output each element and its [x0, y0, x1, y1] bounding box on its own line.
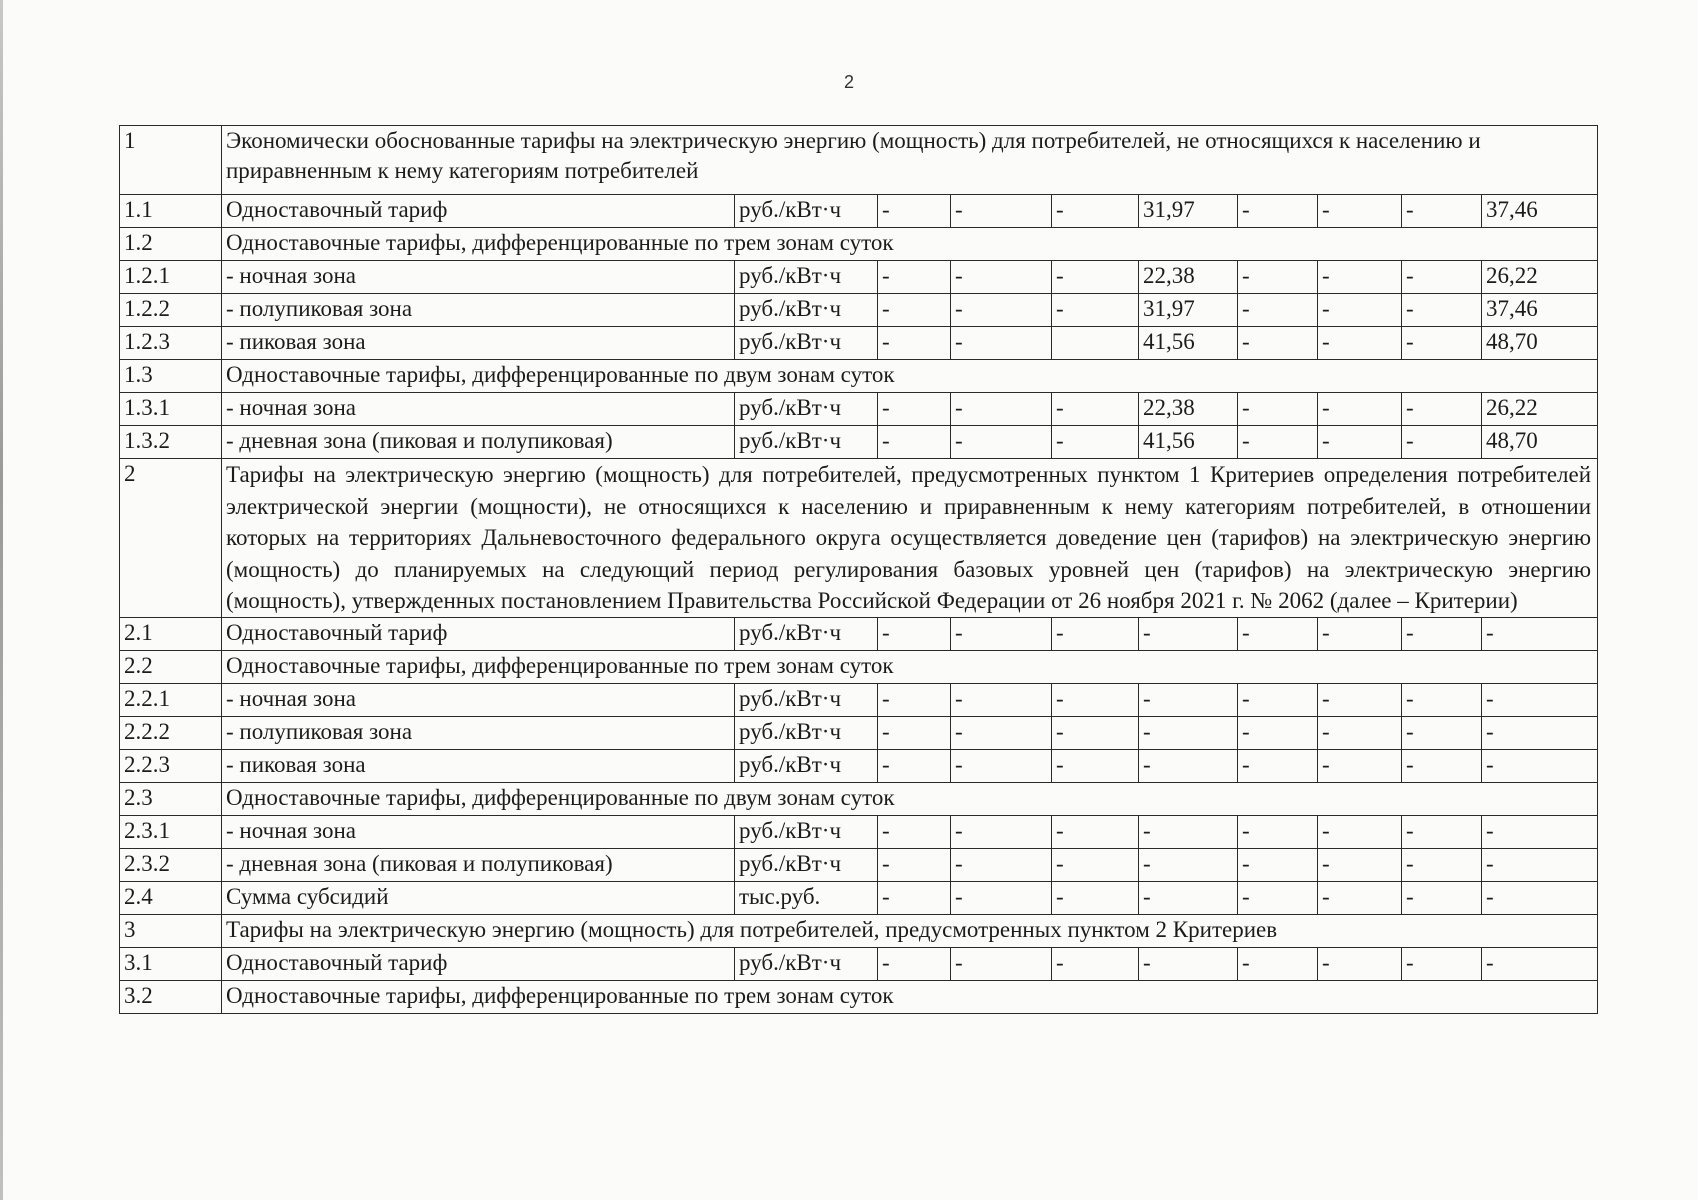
value-cell: -	[1402, 426, 1482, 459]
value-cell: -	[878, 195, 951, 228]
value-cell: 37,46	[1482, 294, 1598, 327]
value-cell: -	[1238, 716, 1318, 749]
value-cell: -	[1052, 749, 1139, 782]
value-cell: -	[878, 327, 951, 360]
value-cell: -	[951, 815, 1052, 848]
value-cell: -	[1052, 294, 1139, 327]
section-title-cell: Одноставочные тарифы, дифференцированные по трем зонам суток	[222, 650, 1598, 683]
value-cell: -	[878, 815, 951, 848]
value-cell: -	[1318, 294, 1402, 327]
table-row	[120, 716, 1598, 749]
value-cell: -	[1238, 683, 1318, 716]
table-row	[120, 815, 1598, 848]
value-cell: -	[1238, 195, 1318, 228]
value-cell: -	[1402, 749, 1482, 782]
row-label-cell: - ночная зона	[222, 261, 735, 294]
row-label-cell: Одноставочный тариф	[222, 617, 735, 650]
value-cell: 31,97	[1139, 195, 1238, 228]
value-cell: -	[878, 716, 951, 749]
value-cell: -	[1139, 881, 1238, 914]
row-label-cell: - дневная зона (пиковая и полупиковая)	[222, 848, 735, 881]
row-number-cell: 1.3	[120, 360, 222, 393]
value-cell: -	[878, 683, 951, 716]
value-cell: -	[1052, 848, 1139, 881]
value-cell: 41,56	[1139, 327, 1238, 360]
value-cell: -	[1238, 881, 1318, 914]
value-cell: -	[1482, 848, 1598, 881]
value-cell: -	[1238, 815, 1318, 848]
value-cell: 31,97	[1139, 294, 1238, 327]
table-row	[120, 327, 1598, 360]
value-cell: 22,38	[1139, 261, 1238, 294]
row-number-cell: 1.3.2	[120, 426, 222, 459]
value-cell: -	[1402, 393, 1482, 426]
value-cell: 26,22	[1482, 261, 1598, 294]
value-cell: -	[1238, 749, 1318, 782]
value-cell: 37,46	[1482, 195, 1598, 228]
value-cell: -	[1482, 617, 1598, 650]
value-cell	[1052, 327, 1139, 360]
value-cell: -	[1482, 683, 1598, 716]
value-cell: -	[1052, 195, 1139, 228]
table-row	[120, 749, 1598, 782]
table-row	[120, 426, 1598, 459]
value-cell: -	[1318, 426, 1402, 459]
row-label-cell: - ночная зона	[222, 393, 735, 426]
row-number-cell: 2.2.2	[120, 716, 222, 749]
value-cell: -	[1139, 716, 1238, 749]
value-cell: 22,38	[1139, 393, 1238, 426]
row-label-cell: - полупиковая зона	[222, 716, 735, 749]
value-cell: -	[1318, 617, 1402, 650]
row-label-cell: Одноставочный тариф	[222, 195, 735, 228]
unit-cell: руб./кВт·ч	[735, 716, 878, 749]
table-row	[120, 393, 1598, 426]
value-cell: -	[878, 947, 951, 980]
value-cell: -	[951, 947, 1052, 980]
value-cell: -	[1052, 881, 1139, 914]
unit-cell: руб./кВт·ч	[735, 195, 878, 228]
section-title-cell: Одноставочные тарифы, дифференцированные по двум зонам суток	[222, 782, 1598, 815]
section-title-cell: Тарифы на электрическую энергию (мощность) для потребителей, предусмотренных пунктом 2 Критериев	[222, 914, 1598, 947]
row-label-cell: - полупиковая зона	[222, 294, 735, 327]
value-cell: -	[1402, 881, 1482, 914]
value-cell: -	[1402, 195, 1482, 228]
section-row	[120, 228, 1598, 261]
value-cell: -	[878, 393, 951, 426]
value-cell: -	[1318, 947, 1402, 980]
unit-cell: руб./кВт·ч	[735, 426, 878, 459]
value-cell: -	[1238, 261, 1318, 294]
value-cell: -	[878, 749, 951, 782]
row-number-cell: 3.2	[120, 980, 222, 1013]
value-cell: -	[1052, 426, 1139, 459]
value-cell: -	[1052, 617, 1139, 650]
value-cell: -	[1052, 261, 1139, 294]
value-cell: -	[951, 393, 1052, 426]
value-cell: -	[951, 327, 1052, 360]
row-number-cell: 1.3.1	[120, 393, 222, 426]
value-cell: -	[951, 617, 1052, 650]
row-number-cell: 2.2	[120, 650, 222, 683]
value-cell: -	[878, 294, 951, 327]
row-number-cell: 2.4	[120, 881, 222, 914]
table-row	[120, 261, 1598, 294]
value-cell: -	[1052, 716, 1139, 749]
unit-cell: руб./кВт·ч	[735, 947, 878, 980]
row-number-cell: 2.2.1	[120, 683, 222, 716]
value-cell: -	[1318, 749, 1402, 782]
value-cell: -	[878, 848, 951, 881]
value-cell: -	[951, 848, 1052, 881]
row-number-cell: 1.2.3	[120, 327, 222, 360]
section-title-cell: Одноставочные тарифы, дифференцированные по двум зонам суток	[222, 360, 1598, 393]
value-cell: -	[1238, 426, 1318, 459]
value-cell: -	[1238, 947, 1318, 980]
value-cell: -	[1318, 393, 1402, 426]
value-cell: 48,70	[1482, 327, 1598, 360]
value-cell: -	[951, 683, 1052, 716]
value-cell: -	[951, 716, 1052, 749]
value-cell: -	[951, 261, 1052, 294]
section-title-cell: Экономически обоснованные тарифы на электрическую энергию (мощность) для потребителей, не относящихся к населению и приравненным к нему категориям потребителей	[222, 126, 1598, 195]
table-row	[120, 881, 1598, 914]
tariff-table	[119, 125, 1598, 1014]
value-cell: -	[1402, 815, 1482, 848]
value-cell: -	[1318, 683, 1402, 716]
section-row	[120, 126, 1598, 195]
section-row	[120, 459, 1598, 618]
value-cell: -	[1139, 815, 1238, 848]
section-row	[120, 650, 1598, 683]
value-cell: -	[1482, 716, 1598, 749]
section-row	[120, 914, 1598, 947]
unit-cell: руб./кВт·ч	[735, 393, 878, 426]
row-number-cell: 1.2	[120, 228, 222, 261]
value-cell: -	[951, 294, 1052, 327]
value-cell: -	[1318, 815, 1402, 848]
value-cell: -	[1238, 327, 1318, 360]
value-cell: -	[951, 195, 1052, 228]
row-number-cell: 2.3.2	[120, 848, 222, 881]
value-cell: 41,56	[1139, 426, 1238, 459]
value-cell: -	[1052, 947, 1139, 980]
value-cell: -	[951, 749, 1052, 782]
row-number-cell: 1.1	[120, 195, 222, 228]
value-cell: 48,70	[1482, 426, 1598, 459]
unit-cell: руб./кВт·ч	[735, 848, 878, 881]
value-cell: -	[1238, 393, 1318, 426]
value-cell: -	[1238, 848, 1318, 881]
value-cell: -	[1318, 848, 1402, 881]
unit-cell: руб./кВт·ч	[735, 815, 878, 848]
row-number-cell: 2.1	[120, 617, 222, 650]
value-cell: -	[1482, 815, 1598, 848]
table-row	[120, 848, 1598, 881]
table-row	[120, 683, 1598, 716]
value-cell: -	[1318, 881, 1402, 914]
value-cell: -	[1402, 848, 1482, 881]
row-number-cell: 2.3	[120, 782, 222, 815]
table-row	[120, 947, 1598, 980]
unit-cell: руб./кВт·ч	[735, 683, 878, 716]
value-cell: -	[1139, 683, 1238, 716]
row-label-cell: Сумма субсидий	[222, 881, 735, 914]
section-title-cell: Тарифы на электрическую энергию (мощность) для потребителей, предусмотренных пунктом 1 Критериев определения потребителей электрической энергии (мощности), не относящихся к населению и приравненным к нему категориям потребителей, в отношении которых на территориях Дальневосточного федерального округа осуществляется доведение цен (тарифов) на электрическую энергию (мощность) до планируемых на следующий период регулирования базовых уровней цен (тарифов) на электрическую энергию (мощность), утвержденных постановлением Правительства Российской Федерации от 26 ноября 2021 г. № 2062 (далее – Критерии)	[222, 459, 1598, 618]
table-row	[120, 294, 1598, 327]
unit-cell: руб./кВт·ч	[735, 261, 878, 294]
value-cell: -	[878, 881, 951, 914]
value-cell: 26,22	[1482, 393, 1598, 426]
value-cell: -	[1139, 617, 1238, 650]
value-cell: -	[1238, 617, 1318, 650]
unit-cell: руб./кВт·ч	[735, 294, 878, 327]
value-cell: -	[1402, 327, 1482, 360]
value-cell: -	[1318, 716, 1402, 749]
value-cell: -	[878, 617, 951, 650]
value-cell: -	[1318, 327, 1402, 360]
value-cell: -	[1139, 848, 1238, 881]
table-row	[120, 617, 1598, 650]
section-title-cell: Одноставочные тарифы, дифференцированные по трем зонам суток	[222, 228, 1598, 261]
value-cell: -	[1318, 195, 1402, 228]
value-cell: -	[1318, 261, 1402, 294]
value-cell: -	[1402, 947, 1482, 980]
value-cell: -	[1139, 947, 1238, 980]
unit-cell: руб./кВт·ч	[735, 617, 878, 650]
value-cell: -	[1402, 294, 1482, 327]
row-label-cell: - пиковая зона	[222, 749, 735, 782]
value-cell: -	[1052, 683, 1139, 716]
row-number-cell: 3.1	[120, 947, 222, 980]
unit-cell: руб./кВт·ч	[735, 327, 878, 360]
value-cell: -	[1402, 683, 1482, 716]
value-cell: -	[1052, 815, 1139, 848]
unit-cell: тыс.руб.	[735, 881, 878, 914]
row-number-cell: 2.3.1	[120, 815, 222, 848]
row-number-cell: 3	[120, 914, 222, 947]
value-cell: -	[951, 881, 1052, 914]
value-cell: -	[1052, 393, 1139, 426]
section-row	[120, 782, 1598, 815]
section-row	[120, 360, 1598, 393]
value-cell: -	[1482, 749, 1598, 782]
row-number-cell: 1	[120, 126, 222, 195]
page-number: 2	[843, 72, 854, 92]
section-row	[120, 980, 1598, 1013]
unit-cell: руб./кВт·ч	[735, 749, 878, 782]
value-cell: -	[1402, 617, 1482, 650]
section-title-cell: Одноставочные тарифы, дифференцированные по трем зонам суток	[222, 980, 1598, 1013]
tariff-table-body	[120, 126, 1598, 1014]
value-cell: -	[1402, 716, 1482, 749]
value-cell: -	[951, 426, 1052, 459]
row-label-cell: - ночная зона	[222, 815, 735, 848]
row-number-cell: 2.2.3	[120, 749, 222, 782]
value-cell: -	[1482, 947, 1598, 980]
value-cell: -	[1482, 881, 1598, 914]
value-cell: -	[1402, 261, 1482, 294]
row-number-cell: 1.2.2	[120, 294, 222, 327]
scan-edge	[0, 0, 3, 1200]
row-number-cell: 2	[120, 459, 222, 618]
row-label-cell: - пиковая зона	[222, 327, 735, 360]
table-row	[120, 195, 1598, 228]
row-label-cell: Одноставочный тариф	[222, 947, 735, 980]
row-number-cell: 1.2.1	[120, 261, 222, 294]
row-label-cell: - дневная зона (пиковая и полупиковая)	[222, 426, 735, 459]
row-label-cell: - ночная зона	[222, 683, 735, 716]
value-cell: -	[1238, 294, 1318, 327]
value-cell: -	[878, 261, 951, 294]
value-cell: -	[1139, 749, 1238, 782]
value-cell: -	[878, 426, 951, 459]
